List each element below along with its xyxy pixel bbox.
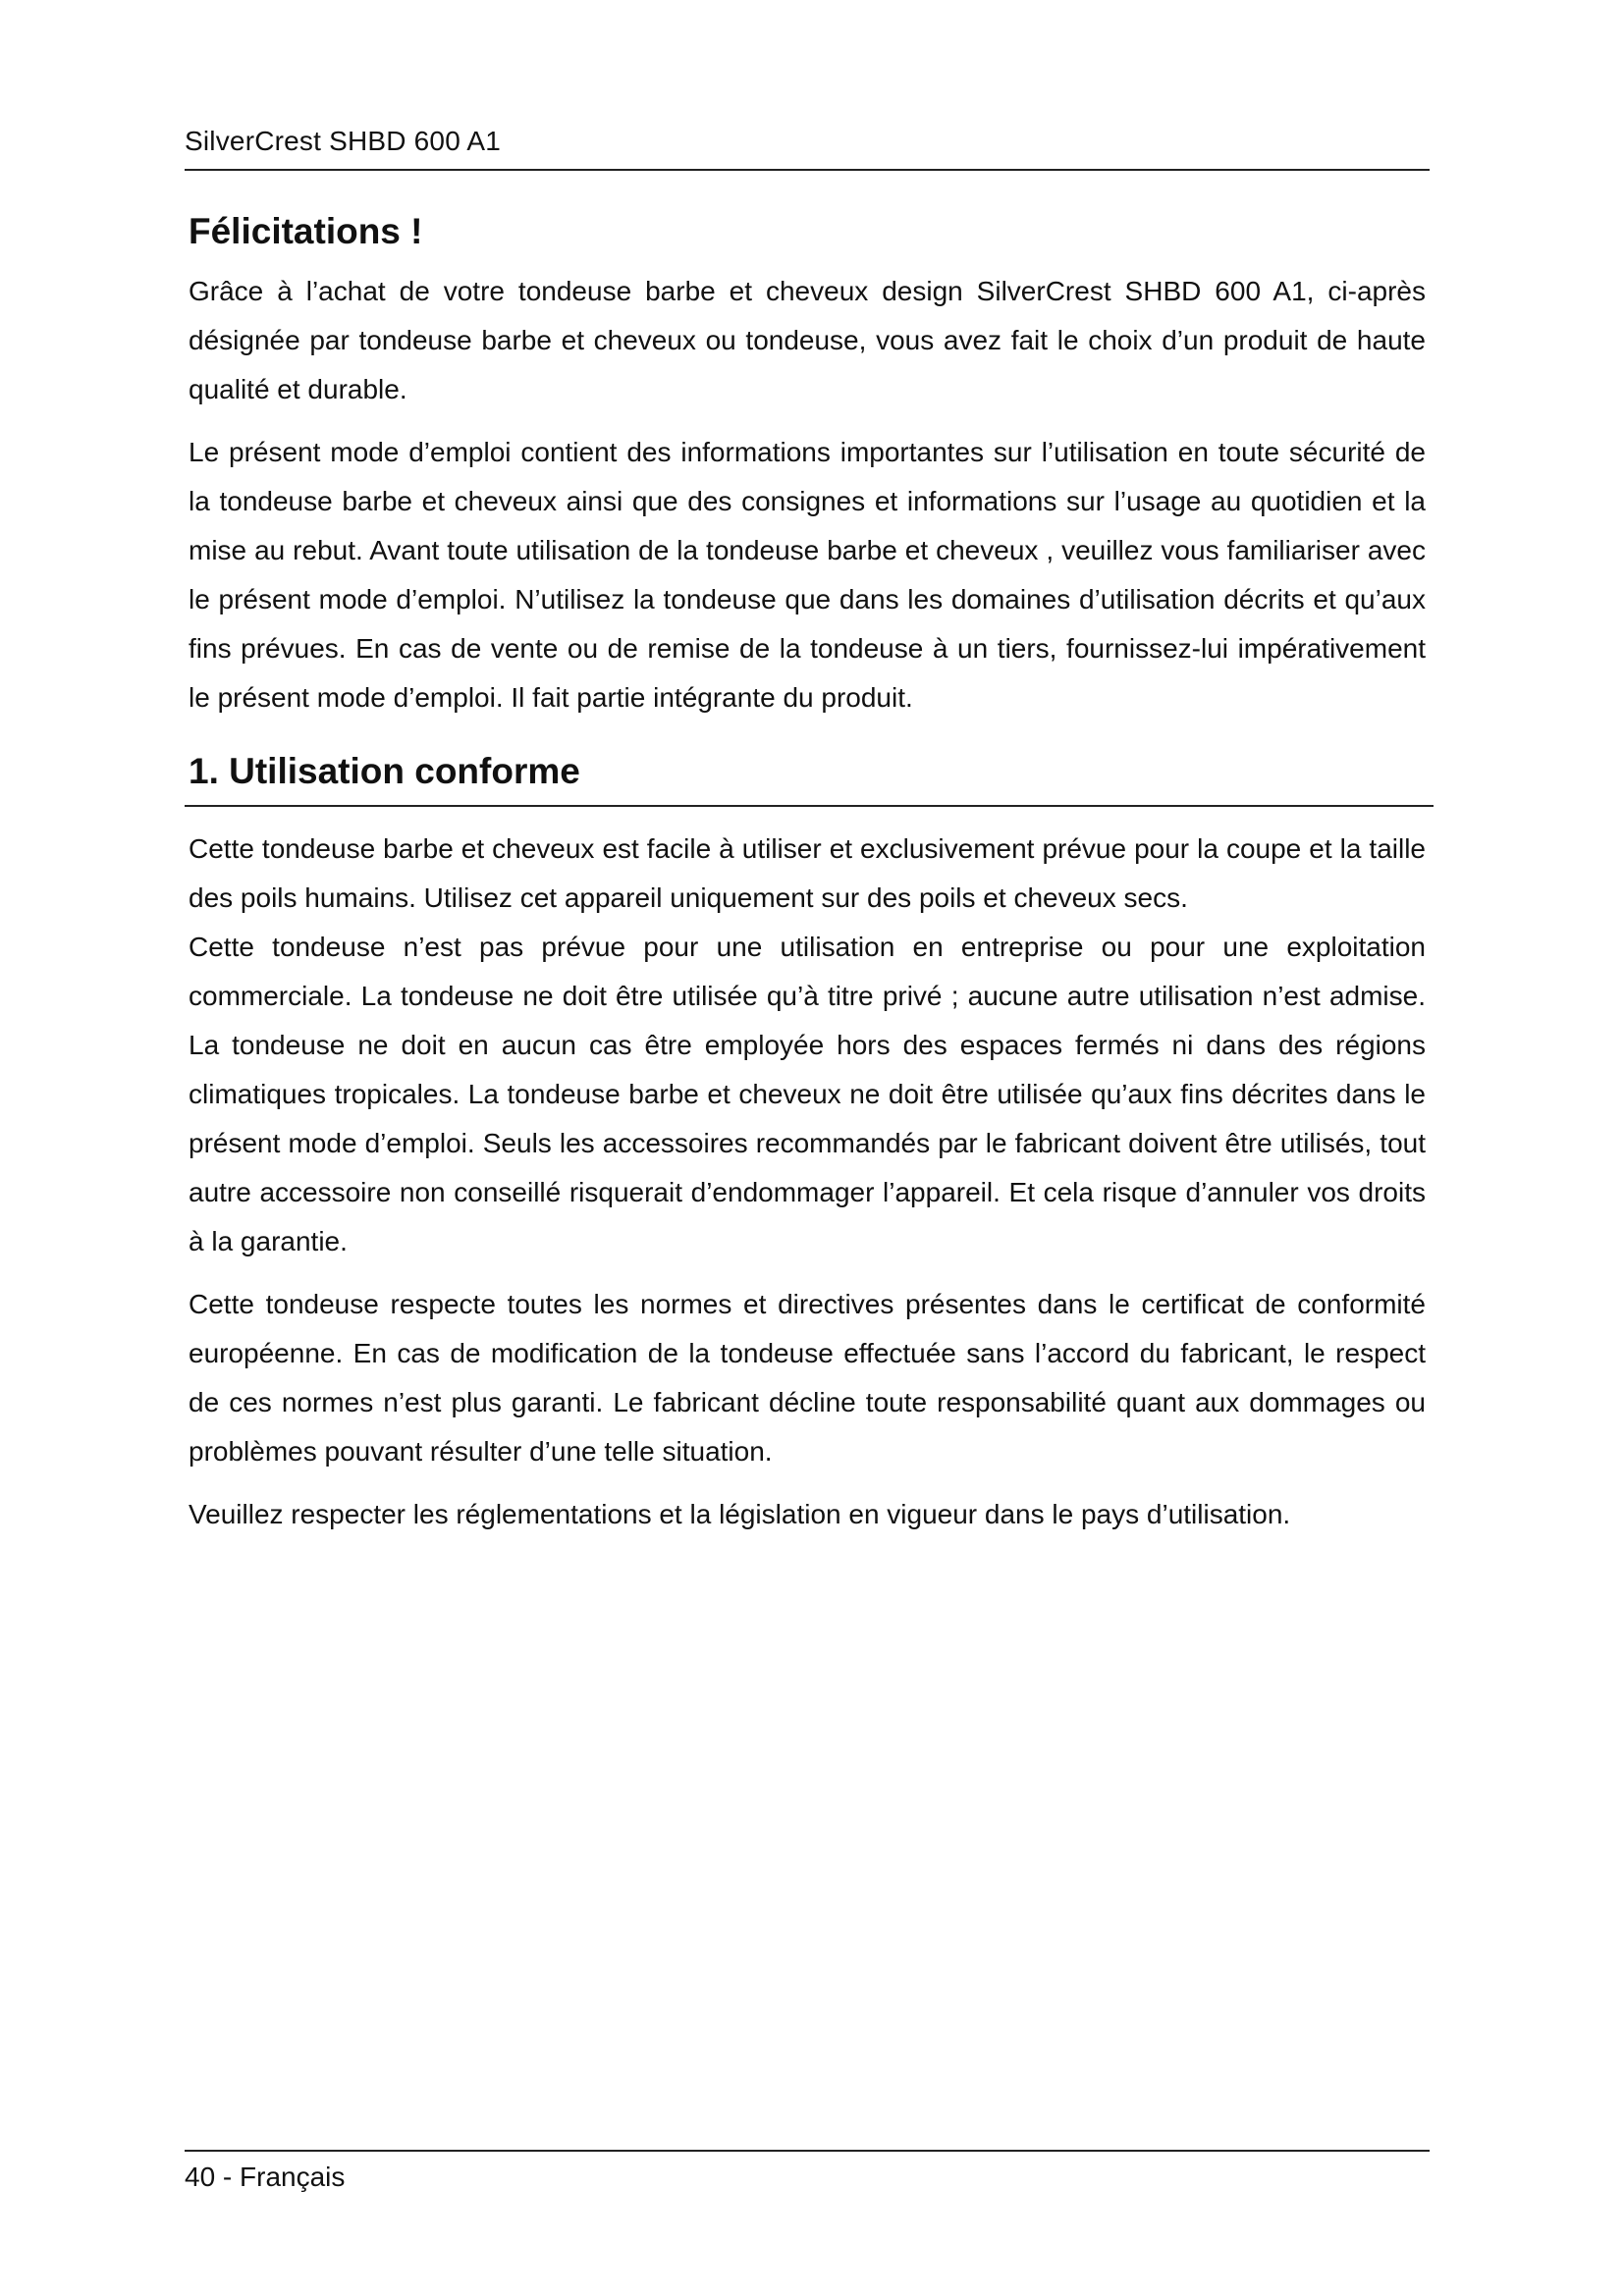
section-paragraph-2: Cette tondeuse n’est pas prévue pour une utilisation en entreprise ou pour une exploitation commerciale. La tondeuse ne doit être utilisée qu’à titre privé ; aucune autre utilisation n’est admise. La tondeuse ne doit en aucun cas être employée hors des espaces fermés ni dans des régions climatiques tropicales. La tondeuse barbe et cheveux ne doit être utilisée qu’aux fins décrites dans le présent mode d’emploi. Seuls les accessoires recommandés par le fabricant doivent être utilisés, tout autre accessoire non conseillé risquerait d’endommager l’appareil. Et cela risque d’annuler vos droits à la garantie. [189,932,1426,1256]
intro-paragraph-2: Le présent mode d’emploi contient des informations importantes sur l’utilisation en toute sécurité de la tondeuse barbe et cheveux ainsi que des consignes et informations sur l’usage au quotidien et la mise au rebut. Avant toute utilisation de la tondeuse barbe et cheveux , veuillez vous familiariser avec le présent mode d’emploi. N’utilisez la tondeuse que dans les domaines d’utilisation décrits et qu’aux fins prévues. En cas de vente ou de remise de la tondeuse à un tiers, fournissez-lui impérativement le présent mode d’emploi. Il fait partie intégrante du produit. [189,437,1426,713]
page-content [189,206,1426,1539]
section-title: 1. Utilisation conforme [189,751,580,791]
section-paragraph-3: Cette tondeuse respecte toutes les normes et directives présentes dans le certificat de conformité européenne. En cas de modification de la tondeuse effectuée sans l’accord du fabricant, le respect de ces normes n’est plus garanti. Le fabricant décline toute responsabilité quant aux dommages ou problèmes pouvant résulter d’une telle situation. [189,1289,1426,1467]
page-number-label: 40 - Français [185,2162,346,2192]
page-footer [185,2150,1430,2197]
section-paragraph-4: Veuillez respecter les réglementations et la législation en vigueur dans le pays d’utilisation. [189,1499,1291,1529]
intro-title: Félicitations ! [189,211,423,251]
header-divider [185,169,1430,171]
page-header [185,122,1430,171]
section-utilisation-conforme [189,746,1426,1539]
section-title-underline [185,746,1434,807]
intro-paragraph-1: Grâce à l’achat de votre tondeuse barbe et cheveux design SilverCrest SHBD 600 A1, ci-après désignée par tondeuse barbe et cheveux ou tondeuse, vous avez fait le choix d’un produit de haute qualité et durable. [189,276,1426,404]
section-body [189,825,1426,1539]
section-paragraph-1: Cette tondeuse barbe et cheveux est facile à utiliser et exclusivement prévue pour la coupe et la taille des poils humains. Utilisez cet appareil uniquement sur des poils et cheveux secs. [189,833,1426,913]
header-product-name: SilverCrest SHBD 600 A1 [185,126,502,156]
intro-section [189,206,1426,722]
footer-divider [185,2150,1430,2152]
